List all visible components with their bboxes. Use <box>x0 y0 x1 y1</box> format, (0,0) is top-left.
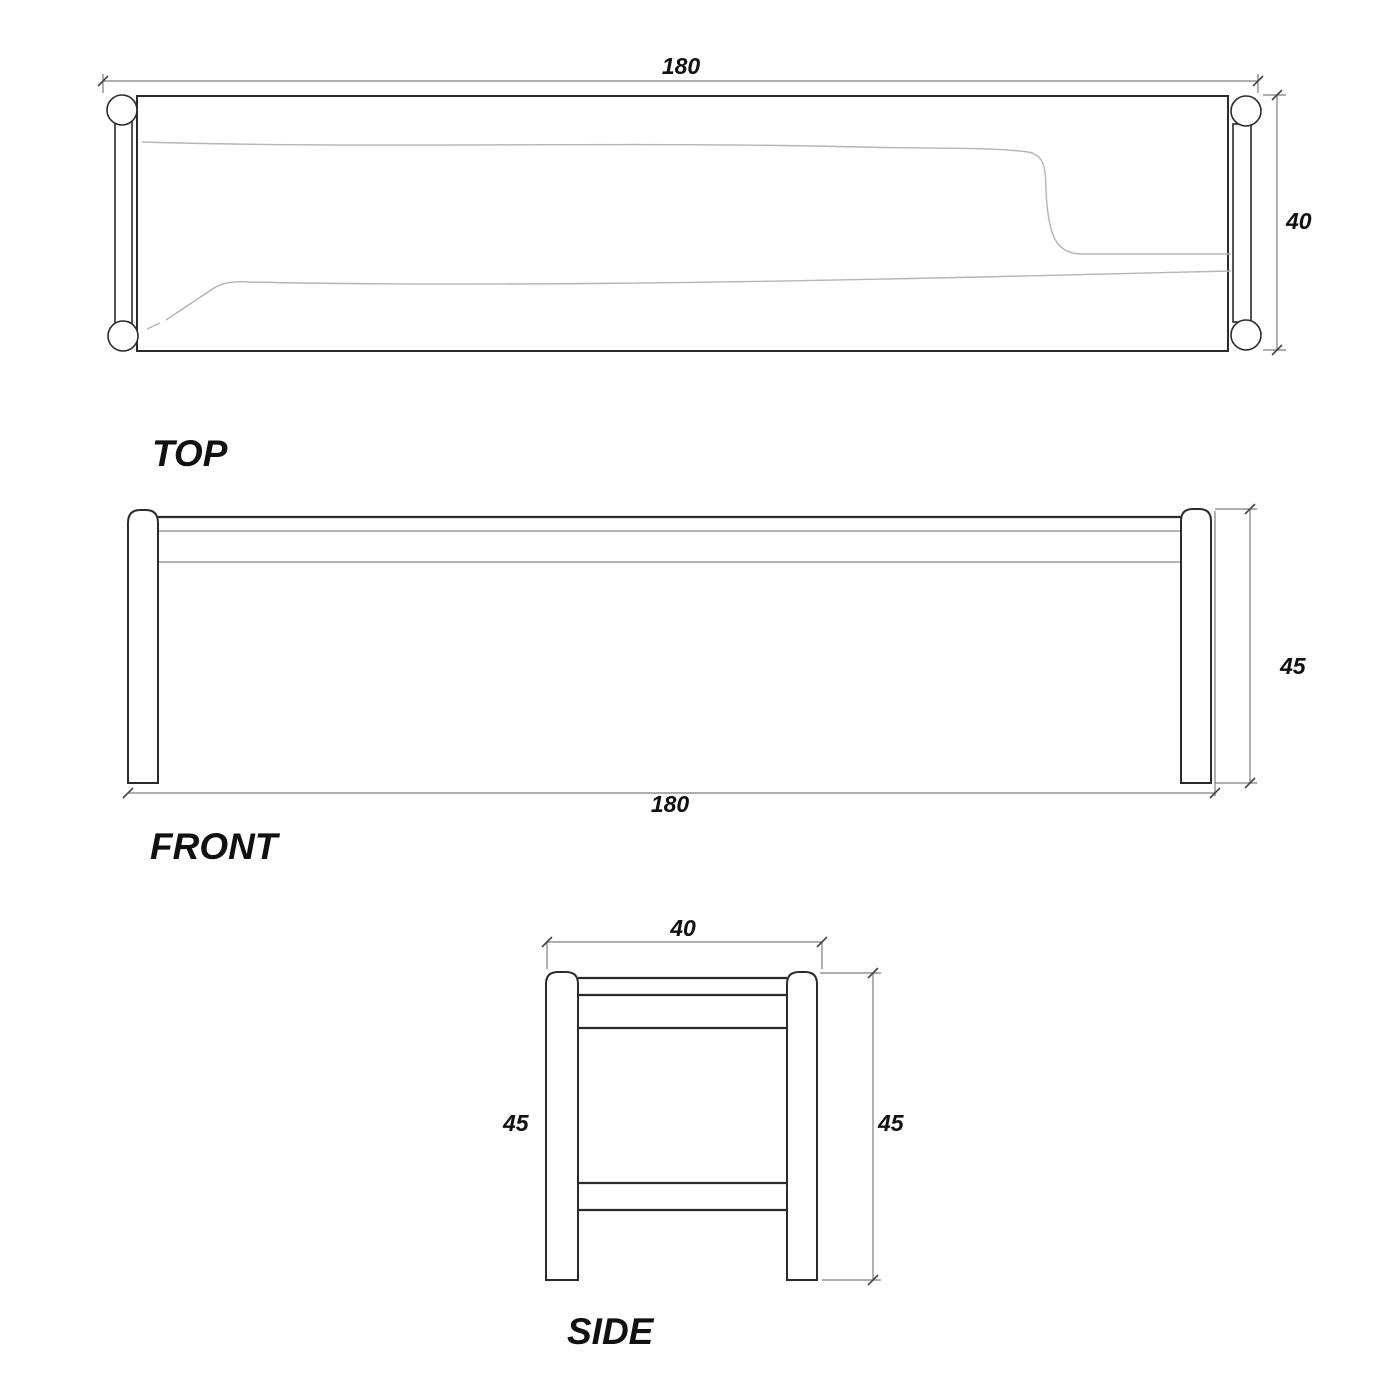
side-view-height-right-value: 45 <box>878 1110 904 1136</box>
front-view <box>123 504 1307 867</box>
side-view-right-leg <box>787 972 817 1280</box>
top-view-seat-outline <box>137 96 1228 351</box>
top-view <box>98 53 1312 474</box>
front-view-left-leg <box>128 510 158 783</box>
front-view-label: FRONT <box>150 826 278 867</box>
corner-post-bottom-left <box>108 321 138 351</box>
corner-post-top-left <box>107 95 137 125</box>
top-view-depth-value: 40 <box>1286 208 1312 234</box>
side-view-depth-value: 40 <box>670 915 696 941</box>
top-view-left-rail <box>115 122 132 324</box>
corner-post-top-right <box>1231 96 1261 126</box>
side-view-left-leg <box>546 972 578 1280</box>
front-view-length-value: 180 <box>650 791 690 817</box>
top-view-right-rail <box>1233 124 1251 322</box>
side-view-height-left-value: 45 <box>503 1110 529 1136</box>
top-view-length-value: 180 <box>661 53 701 79</box>
top-view-length-dimension <box>98 53 1263 93</box>
front-view-length-dimension <box>123 788 1220 817</box>
front-view-height-value: 45 <box>1280 653 1306 679</box>
corner-post-bottom-right <box>1231 320 1261 350</box>
side-view-depth-dimension <box>542 915 827 969</box>
front-view-height-dimension <box>1215 504 1307 788</box>
top-view-label: TOP <box>152 433 228 474</box>
side-view-label: SIDE <box>567 1311 654 1352</box>
side-view-height-dimension-right <box>820 968 905 1285</box>
front-view-right-leg <box>1181 509 1211 783</box>
side-view <box>502 915 905 1352</box>
top-view-depth-dimension <box>1263 90 1312 355</box>
